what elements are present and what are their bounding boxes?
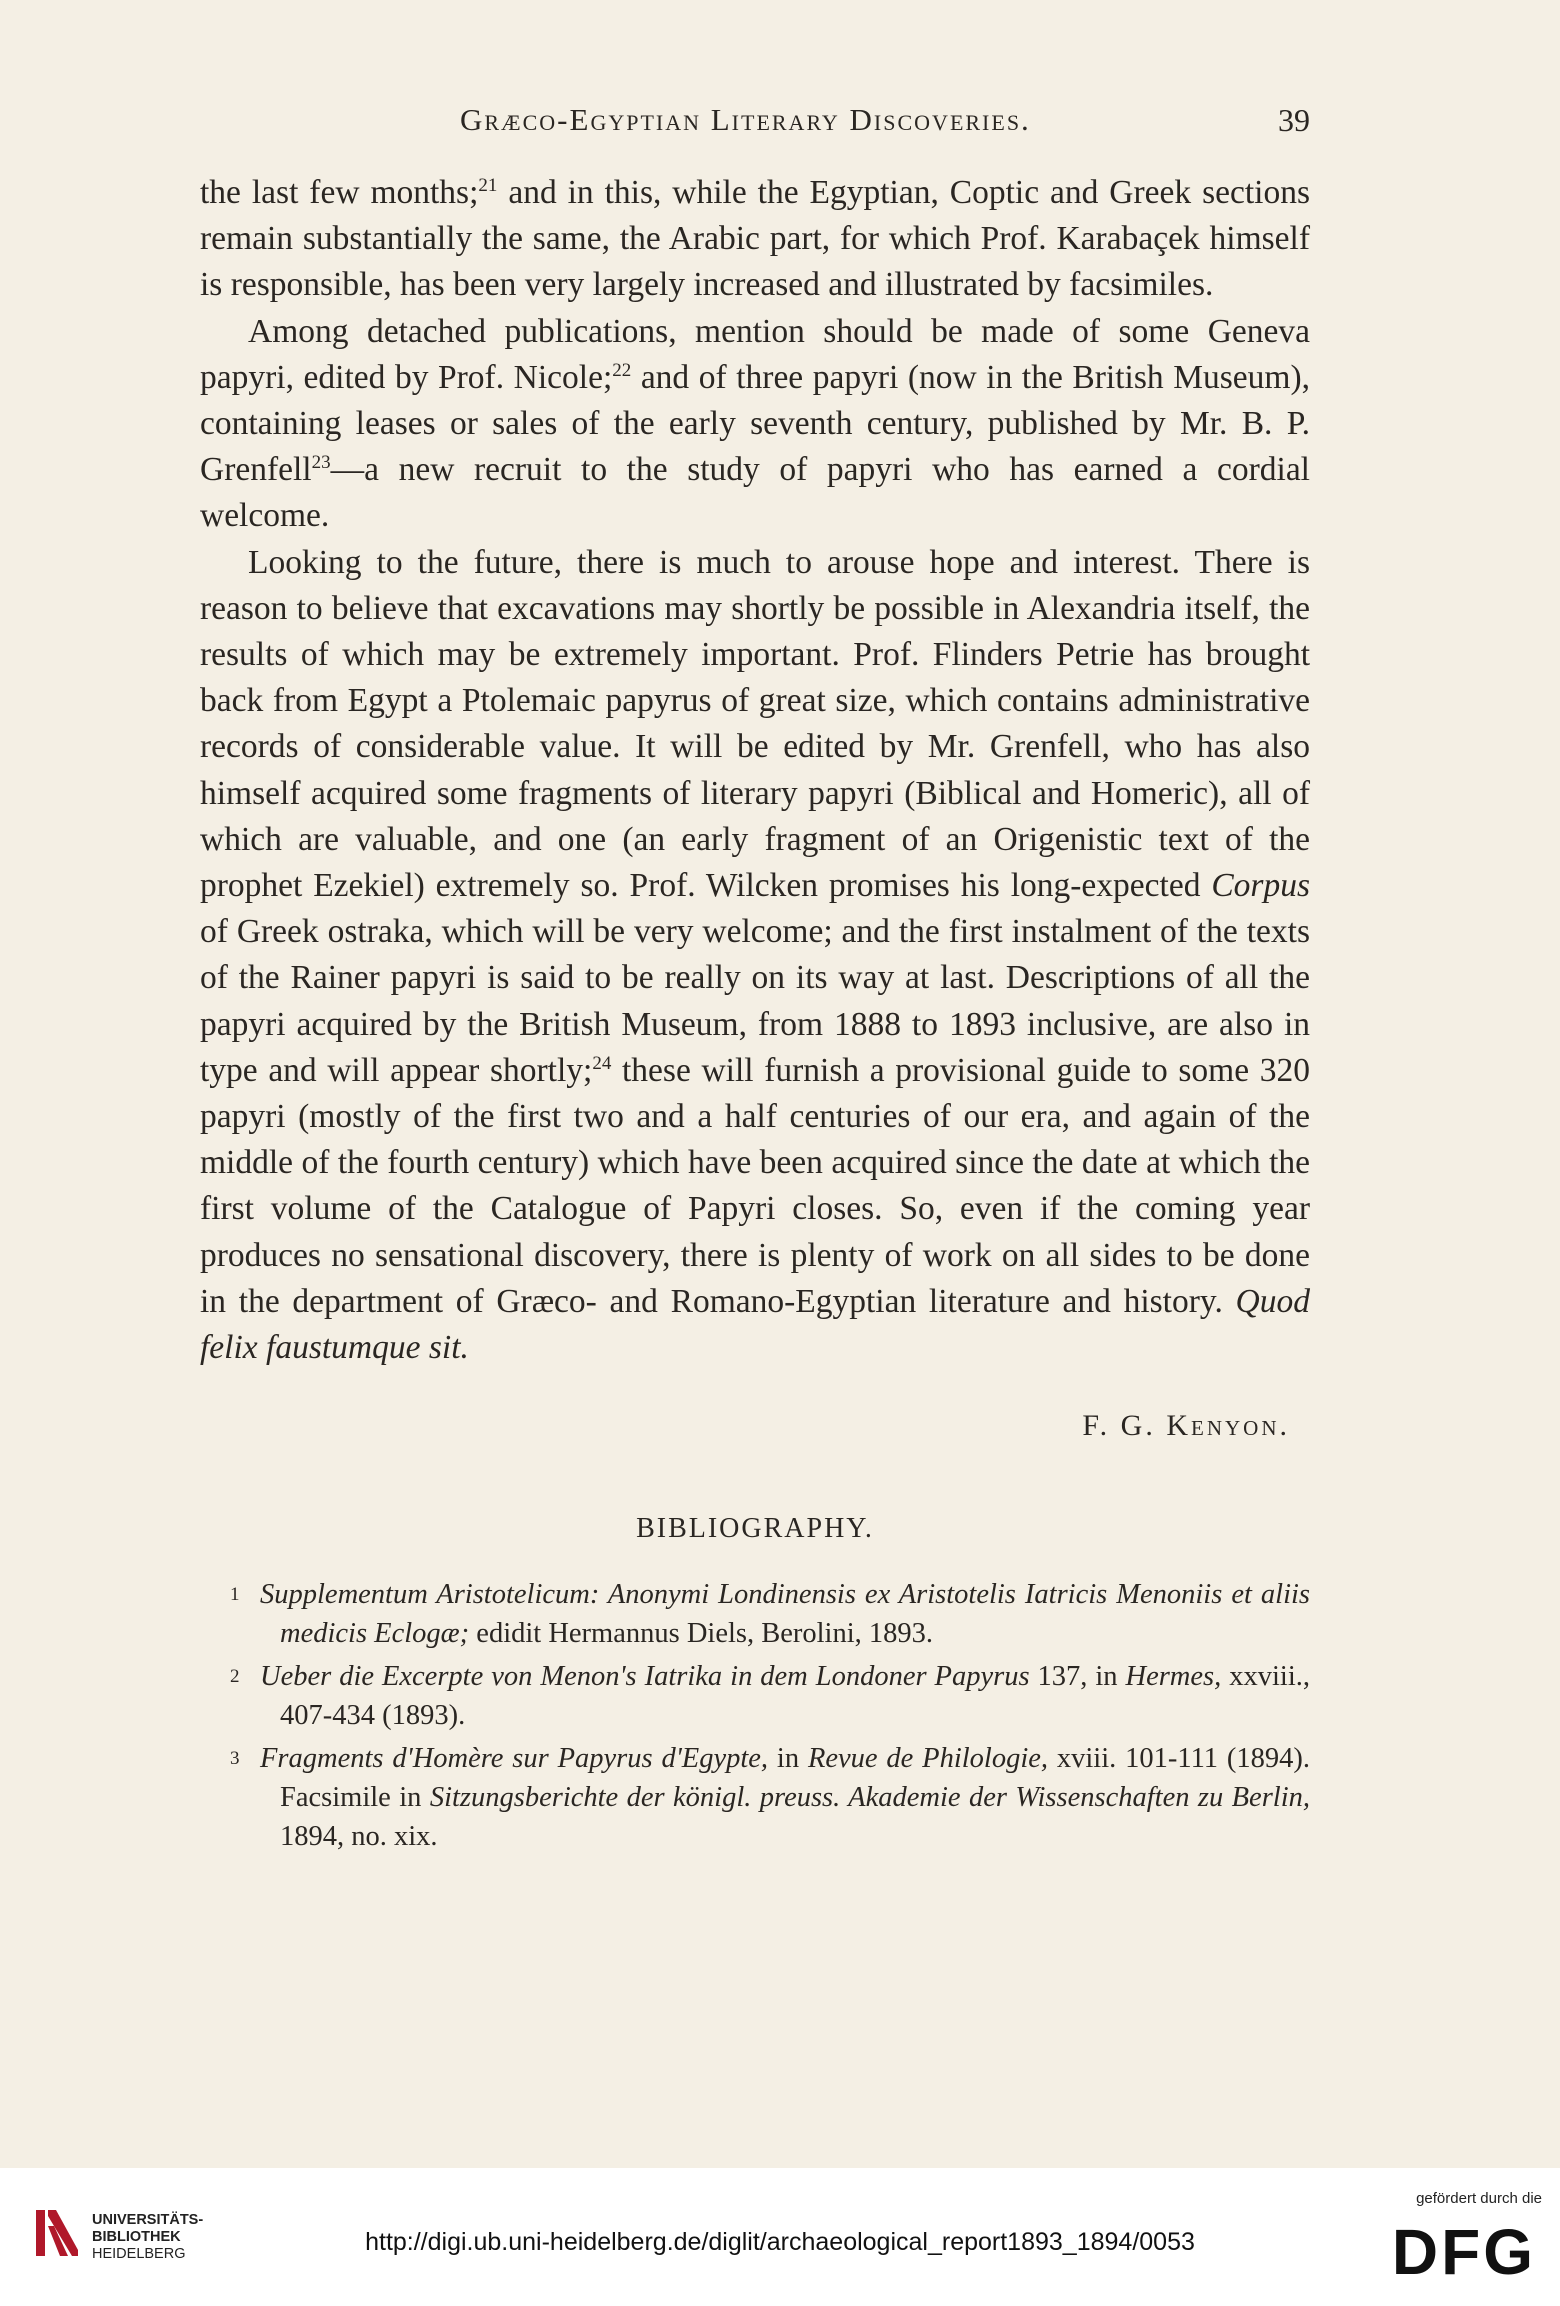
footnote-ref: 23 [311,452,331,474]
footnote-ref: 22 [612,359,632,381]
italic-text: Revue de Philologie, [807,1743,1049,1775]
bibliography-title: BIBLIOGRAPHY. [636,1513,874,1545]
italic-text: Quod felix faustumque sit. [200,1282,1310,1367]
article-body [200,170,1310,1860]
digitization-footer [0,2168,1560,2306]
body-paragraph [200,540,1310,1372]
page-header [200,102,1310,142]
source-url-link[interactable]: http://digi.ub.uni-heidelberg.de/diglit/archaeological_report1893_1894/0053 [365,2228,1195,2256]
text-run: 1894, no. xix. [280,1821,438,1853]
text-run: Looking to the future, there is much to arouse hope and interest. There is reason to believe that excavations may shortly be possible in Alexandria itself, the results of which may be extremely important. Prof. Flinders Petrie has brought back from Egypt a Ptolemaic papyrus of great size, which contains administrative records of considerable value. It will be edited by Mr. Grenfell, who has also himself acquired some fragments of literary papyri (Biblical and Homeric), all of which are valuable, and one (an early fragment of an Origenistic text of the prophet Ezekiel) extremely so. Prof. Wilcken promises his long-expected [200,543,1310,905]
running-head: Græco-Egyptian Literary Discoveries. [460,102,1031,137]
text-run: of Greek ostraka, which will be very welcome; and the first instalment of the texts of the Rainer papyri is said to be really on its way at last. Descriptions of all the papyri acquired by the British Museum, from 1888 to 1893 inclusive, are also in type and will appear shortly; [200,913,1310,1089]
bibliography-number: 2 [230,1666,240,1688]
text-run: 137, in [1029,1661,1126,1693]
footnote-ref: 21 [478,174,498,196]
library-name-line3: HEIDELBERG [92,2246,186,2262]
italic-text: Corpus [1211,867,1310,905]
text-run: these will furnish a provisional guide to some 320 papyri (mostly of the first two and a half centuries of our era, and again of the middle of the fourth century) which have been acquired since the date at which the first volume of the Catalogue of Papyri closes. So, even if the coming year produces no sensational discovery, there is plenty of work on all sides to be done in the department of Græco- and Romano-Egyptian literature and history. [200,1051,1310,1320]
author-signature: F. G. Kenyon. [1082,1409,1290,1443]
bibliography-list [200,1575,1310,1856]
text-run: in [768,1743,808,1775]
text-run: edidit Hermannus Diels, Berolini, 1893. [469,1618,934,1650]
text-run: xxviii., 407-434 (1893). [280,1661,1310,1732]
text-run: the last few months; [200,174,479,211]
sponsor-note: gefördert durch die [1416,2190,1542,2207]
body-paragraph [200,309,1310,540]
bibliography-number: 3 [230,1748,240,1770]
page-number: 39 [1278,102,1310,138]
italic-text: Ueber die Excerpte von Menon's Iatrika in dem Londoner Papyrus [260,1661,1030,1693]
library-name-line1: UNIVERSITÄTS- [92,2212,204,2228]
text-run: —a new recruit to the study of papyri who has earned a cordial welcome. [200,451,1310,535]
dfg-logo: DFG [1391,2216,1536,2288]
italic-text: Fragments d'Homère sur Papyrus d'Egypte, [260,1743,769,1775]
italic-text: Sitzungsberichte der königl. preuss. Akademie der Wissenschaften zu Berlin, [429,1782,1311,1814]
bibliography-entry [200,1575,1310,1653]
text-run: xviii. 101-111 (1894). Facsimile in [280,1743,1310,1814]
library-name-line2: BIBLIOTHEK [92,2229,181,2245]
italic-text: Supplementum Aristotelicum: Anonymi Londinensis ex Aristotelis Iatricis Menoniis et aliis medicis Eclogæ; [260,1579,1310,1650]
text-run: and in this, while the Egyptian, Coptic and Greek sections remain substantially the same, the Arabic part, for which Prof. Karabaçek himself is responsible, has been very largely increased and illustrated by facsimiles. [200,174,1310,304]
paragraphs [200,170,1310,1371]
text-run: and of three papyri (now in the British Museum), containing leases or sales of the early seventh century, published by Mr. B. P. Grenfell [200,358,1310,489]
bibliography-entry [200,1739,1310,1856]
text-run: Among detached publications, mention should be made of some Geneva papyri, edited by Prof. Nicole; [200,312,1310,396]
bibliography-number: 1 [230,1584,240,1606]
body-paragraph [200,170,1310,309]
footnote-ref: 24 [592,1052,612,1074]
italic-text: Hermes, [1125,1661,1222,1693]
bibliography-entry [200,1657,1310,1735]
